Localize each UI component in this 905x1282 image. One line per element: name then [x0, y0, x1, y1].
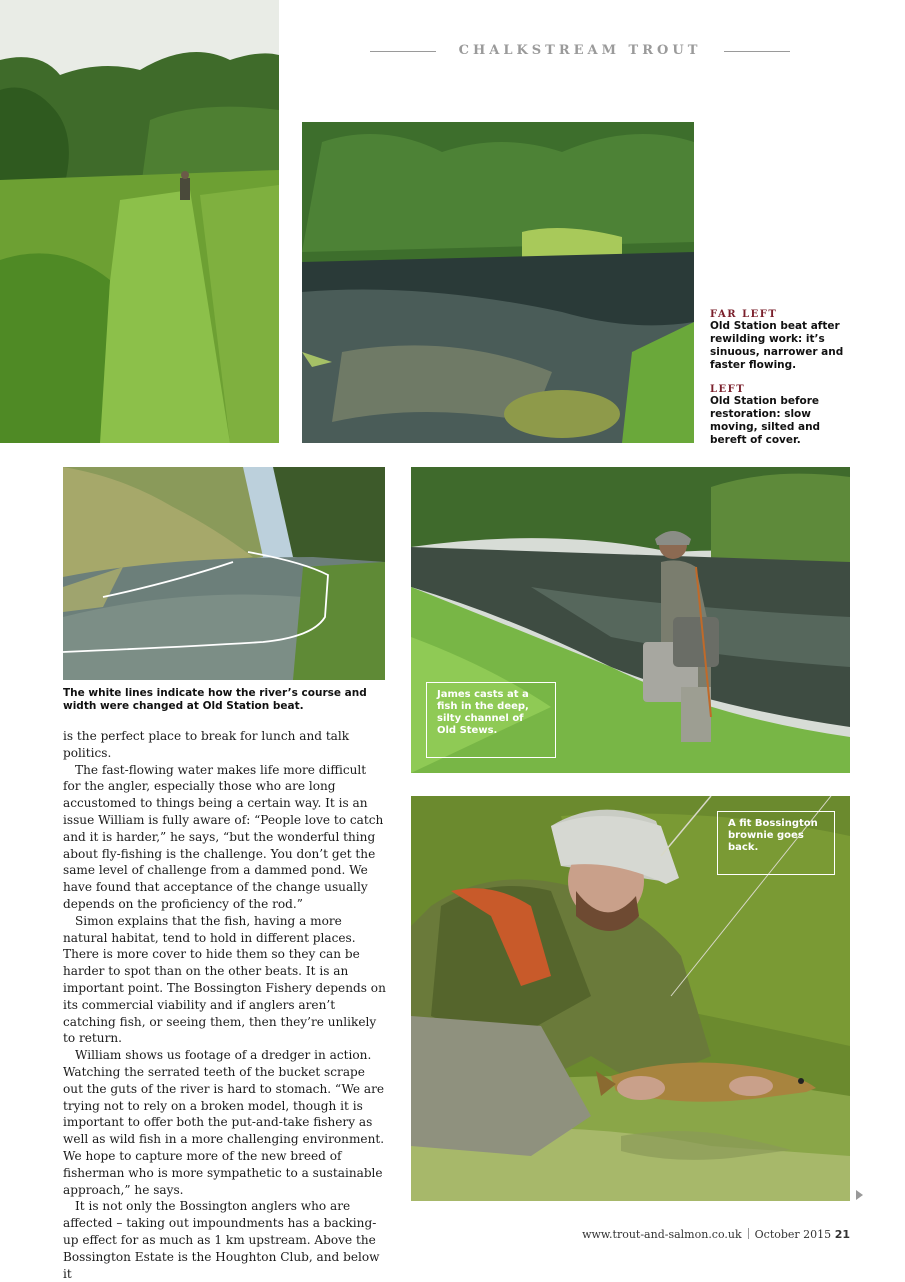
article-paragraph: is the perfect place to break for lunch and talk politics. — [63, 729, 350, 760]
photo-white-lines-river — [63, 467, 385, 680]
photo-old-station-before — [302, 122, 694, 443]
caption-far-left-text: Old Station beat after rewilding work: it’s sinuous, narrower and faster flowing. — [710, 320, 844, 371]
footer-divider — [748, 1228, 749, 1239]
header-rule-left — [370, 51, 436, 52]
photo-riverside-path — [0, 0, 279, 443]
caption-far-left — [710, 309, 845, 372]
footer-issue: October 2015 — [754, 1228, 832, 1241]
page-number: 21 — [834, 1228, 850, 1241]
header-rule-right — [724, 51, 790, 52]
article-paragraph: William shows us footage of a dredger in action. Watching the serrated teeth of the bucket scrape out the guts of the river is hard to stomach. “We are trying not to rely on a broken model, though it is important to offer both the put-and-take fishery as well as wild fish in a more challenging environment. We hope to capture more of the new breed of fisherman who is more sympathetic to a sustainable approach,” he says. — [63, 1048, 385, 1197]
caption-left-label: LEFT — [710, 384, 746, 395]
caption-white-lines: The white lines indicate how the river’s course and width were changed at Old Station beat. — [63, 687, 367, 712]
page-footer — [582, 1228, 850, 1241]
caption-far-left-label: FAR LEFT — [710, 309, 778, 320]
article-paragraph: The fast-flowing water makes life more difficult for the angler, especially those who are long accustomed to things being a certain way. It is an issue William is fully aware of: “People love to catch and it is harder,” he says, “but the wonderful thing about fly-fishing is the challenge. You don’t get the same level of challenge from a dammed pond. We have found that acceptance of the change usually depends on the proficiency of the rod.” — [63, 762, 384, 911]
caption-left-text: Old Station before restoration: slow moving, silted and bereft of cover. — [710, 395, 821, 446]
caption-brownie: A fit Bossington brownie goes back. — [717, 811, 835, 875]
caption-left — [710, 384, 845, 447]
section-title: CHALKSTREAM TROUT — [458, 43, 702, 58]
article-paragraph: Simon explains that the fish, having a more natural habitat, tend to hold in different places. There is more cover to hide them so they can be harder to spot than on the other beats. It is an important point. The Bossington Fishery depends on its commercial viability and if anglers aren’t catching fish, or seeing them, then they’re unlikely to return. — [63, 913, 386, 1046]
footer-website: www.trout-and-salmon.co.uk — [582, 1228, 742, 1241]
article-paragraph: It is not only the Bossington anglers who are affected – taking out impoundments has a backing-up effect for as much as 1 km upstream. Above the Bossington Estate is the Houghton Club, and below it — [63, 1199, 380, 1281]
continue-arrow-icon — [856, 1190, 863, 1200]
article-body — [63, 728, 386, 1282]
caption-james: James casts at a fish in the deep, silty channel of Old Stews. — [426, 682, 556, 758]
